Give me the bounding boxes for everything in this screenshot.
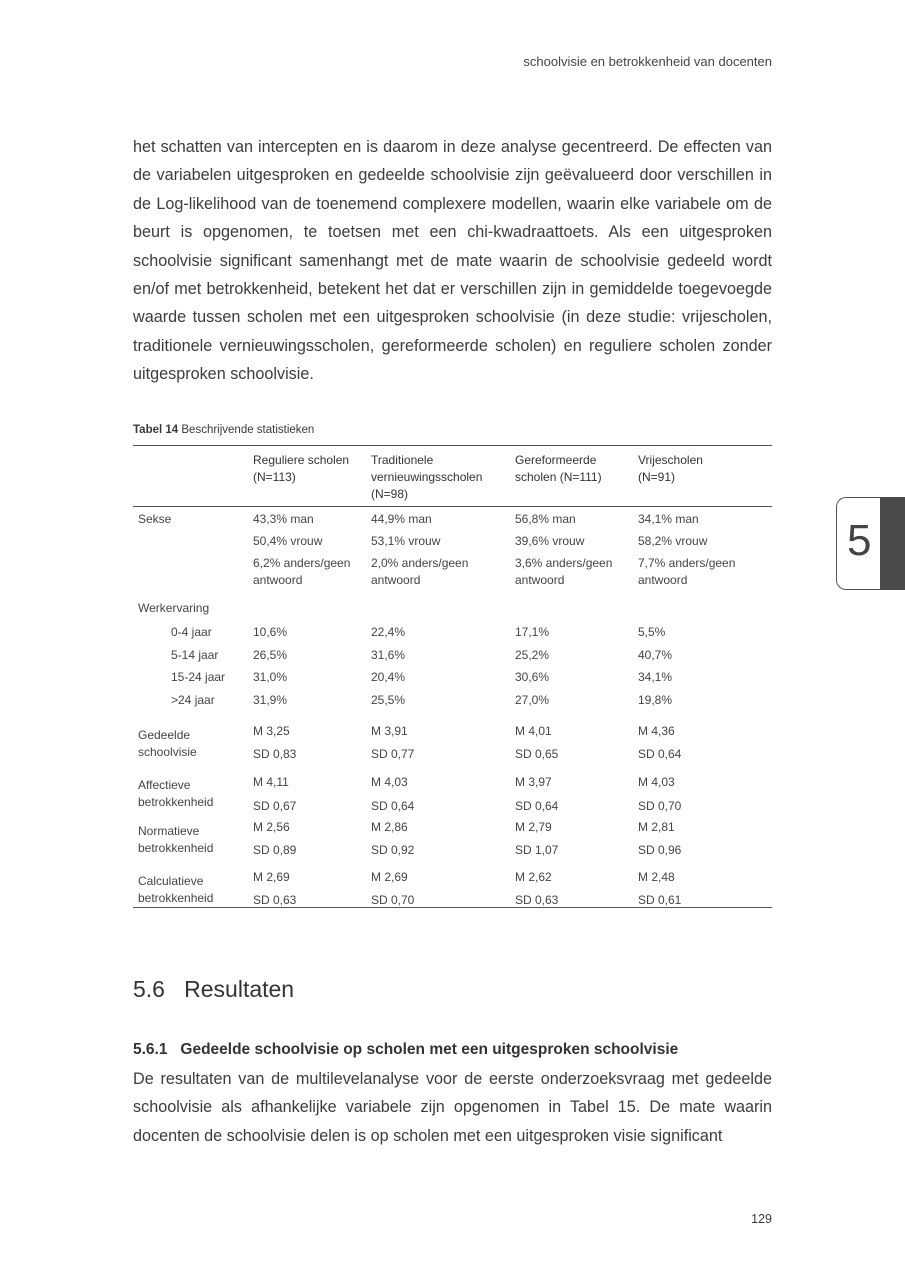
table-cell: 30,6% (515, 670, 550, 684)
table-cell: M 2,56 SD 0,89 (253, 820, 297, 857)
table-cell: M 4,03 SD 0,64 (371, 775, 415, 813)
column-header: Vrijescholen (N=91) (638, 453, 703, 484)
row-label: Affectieve betrokkenheid (138, 778, 214, 809)
table-cell: M 3,97 SD 0,64 (515, 775, 559, 813)
table-cell: M 4,36 SD 0,64 (638, 724, 682, 761)
table-cell: 39,6% vrouw (515, 534, 585, 548)
row-label: Normatieve betrokkenheid (138, 824, 214, 855)
chapter-number: 5 (847, 516, 872, 565)
table-cell: 6,2% anders/geen antwoord (253, 556, 351, 587)
table-cell: 26,5% (253, 648, 288, 662)
running-header: schoolvisie en betrokkenheid van docenten (523, 54, 772, 69)
column-header: Reguliere scholen (N=113) (253, 453, 350, 484)
table-cell: M 4,03 SD 0,70 (638, 775, 682, 813)
table-cell: M 3,91 SD 0,77 (371, 724, 415, 761)
chapter-tab (836, 497, 905, 590)
body-paragraph: De resultaten van de multilevelanalyse voor de eerste onderzoeksvraag met gedeelde schoolvisie als afhankelijke variabele zijn opgenomen in Tabel 15. De mate waarin docenten de schoolvisie delen is op scholen met een uitgesproken visie significant (133, 1070, 772, 1145)
table-cell: M 2,69 SD 0,63 (253, 870, 297, 907)
table-cell: 27,0% (515, 693, 550, 707)
table-cell: 2,0% anders/geen antwoord (371, 556, 469, 587)
table-cell: 3,6% anders/geen antwoord (515, 556, 613, 587)
table-cell: M 2,79 SD 1,07 (515, 820, 559, 857)
table-top-rule (133, 445, 772, 446)
chapter-tab-bar (880, 497, 905, 590)
table-header-rule (133, 506, 772, 507)
table-cell: M 2,81 SD 0,96 (638, 820, 682, 857)
column-header: Traditionele vernieuwingsscholen (N=98) (371, 453, 483, 501)
row-label: Sekse (138, 512, 172, 526)
row-label: 0-4 jaar (171, 625, 212, 639)
table-cell: M 2,48 SD 0,61 (638, 870, 682, 907)
table-caption-text: Beschrijvende statistieken (181, 424, 315, 436)
row-label: 15-24 jaar (171, 670, 226, 684)
table-cell: 25,2% (515, 648, 550, 662)
table-cell: 40,7% (638, 648, 673, 662)
table-cell: 31,6% (371, 648, 406, 662)
table-cell: 10,6% (253, 625, 288, 639)
page-number: 129 (751, 1212, 772, 1226)
table-cell: 58,2% vrouw (638, 534, 708, 548)
table-cell: 31,0% (253, 670, 288, 684)
table-cell: 53,1% vrouw (371, 534, 441, 548)
table-cell: M 2,86 SD 0,92 (371, 820, 415, 857)
table-cell: 25,5% (371, 693, 406, 707)
section-heading: 5.6 Resultaten (133, 976, 295, 1002)
row-label: >24 jaar (171, 693, 215, 707)
row-label: Calculatieve betrokkenheid (138, 874, 214, 905)
table-cell: M 4,01 SD 0,65 (515, 724, 559, 761)
table-cell: 56,8% man (515, 512, 576, 526)
table-cell: 34,1% (638, 670, 673, 684)
row-label: Gedeelde schoolvisie (138, 728, 197, 759)
table-cell: 19,8% (638, 693, 673, 707)
table-cell: 34,1% man (638, 512, 699, 526)
row-label: 5-14 jaar (171, 648, 219, 662)
table-cell: M 3,25 SD 0,83 (253, 724, 297, 761)
table-cell: 7,7% anders/geen antwoord (638, 556, 736, 587)
table-cell: M 2,62 SD 0,63 (515, 870, 559, 907)
table-caption-label: Tabel 14 (133, 424, 179, 436)
column-header: Gereformeerde scholen (N=111) (515, 453, 602, 484)
table-cell: 22,4% (371, 625, 406, 639)
subsection-heading: 5.6.1 Gedeelde schoolvisie op scholen met een uitgesproken schoolvisie (133, 1041, 679, 1058)
table-cell: M 4,11 SD 0,67 (253, 775, 297, 813)
body-paragraph: het schatten van intercepten en is daarom in deze analyse gecentreerd. De effecten van de variabelen uitgesproken en gedeelde schoolvisie zijn geëvalueerd door verschillen in de Log-likelihood van de toenemend complexere modellen, waarin elke variabele om de beurt is opgenomen, te toetsen met een chi-kwadraattoets. Als een uitgesproken schoolvisie significant samenhangt met de mate waarin de schoolvisie gedeeld wordt en/of met betrokkenheid, betekent het dat er verschillen zijn in gemiddelde toegevoegde waarde tussen scholen met een uitgesproken schoolvisie (in deze studie: vrijescholen, traditionele vernieuwingsscholen, gereformeerde scholen) en reguliere scholen zonder uitgesproken schoolvisie. (133, 138, 772, 384)
row-label: Werkervaring (138, 601, 210, 615)
table-caption (133, 424, 314, 436)
table-cell: 50,4% vrouw (253, 534, 323, 548)
table-cell: 43,3% man (253, 512, 314, 526)
table-cell: 17,1% (515, 625, 550, 639)
table-cell: M 2,69 SD 0,70 (371, 870, 415, 907)
table-cell: 20,4% (371, 670, 406, 684)
table-cell: 5,5% (638, 625, 666, 639)
table-cell: 44,9% man (371, 512, 432, 526)
table-cell: 31,9% (253, 693, 288, 707)
